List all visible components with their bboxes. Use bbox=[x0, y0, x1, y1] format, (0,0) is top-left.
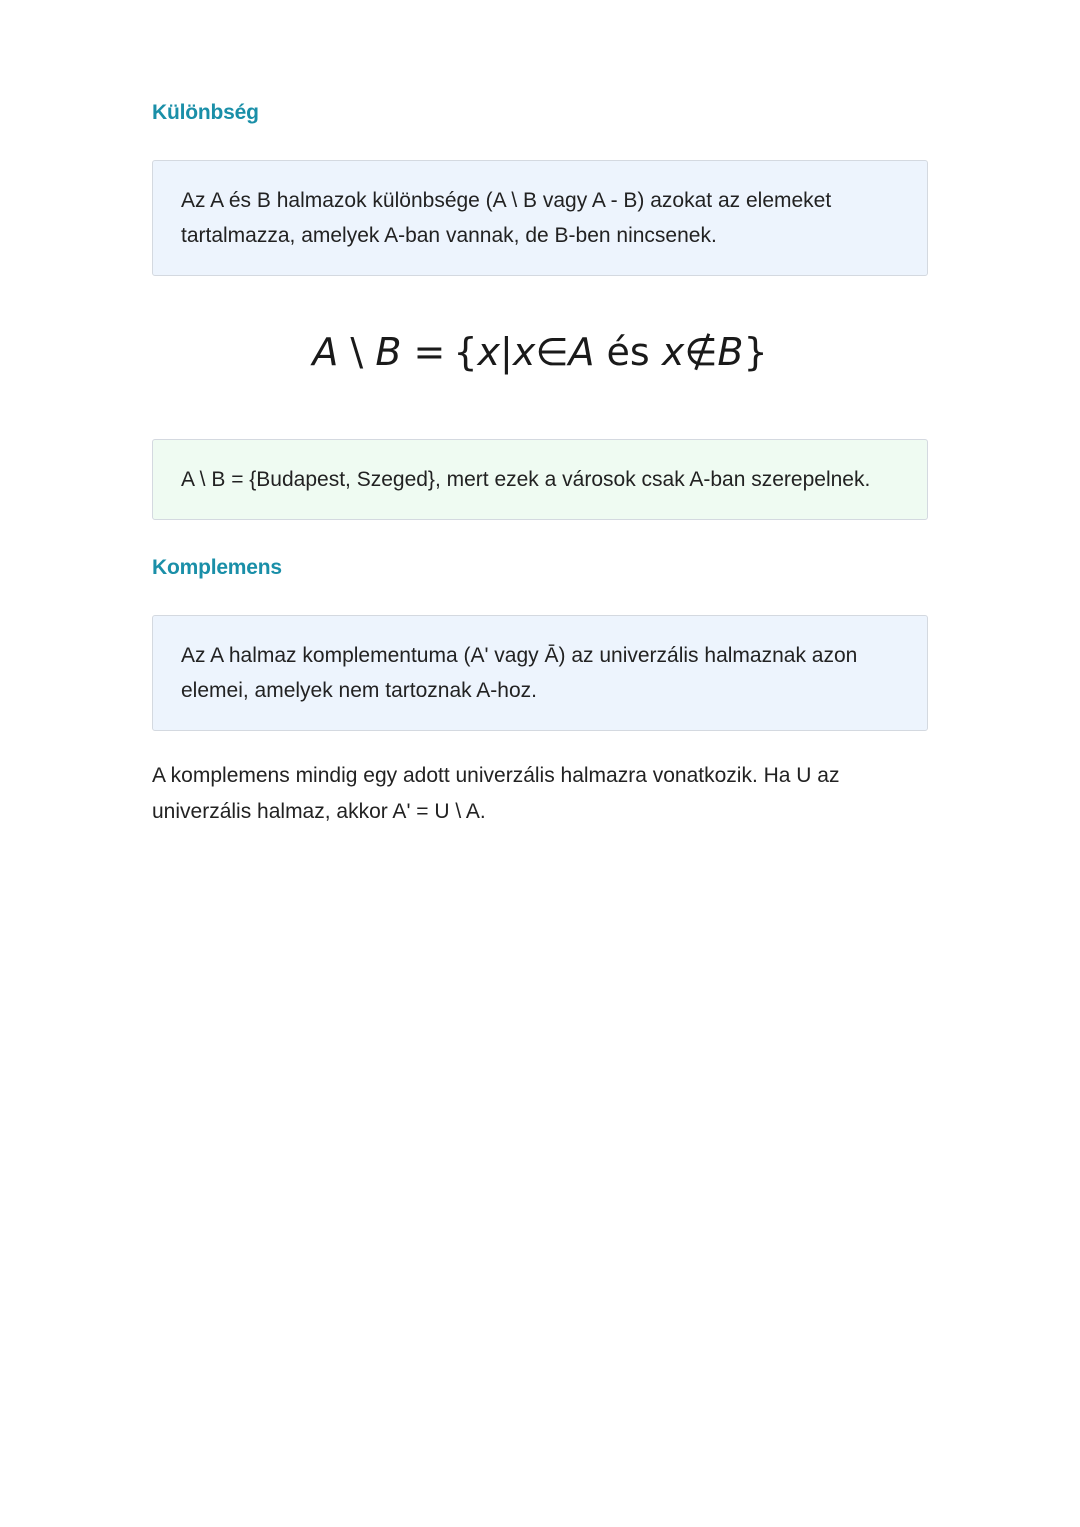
complement-note: A komplemens mindig egy adott univerzális halmazra vonatkozik. Ha U az univerzális halmaz, akkor A' = U \ A. bbox=[152, 764, 840, 823]
heading-complement: Komplemens bbox=[152, 556, 282, 579]
difference-definition-box bbox=[152, 160, 928, 276]
complement-definition-box bbox=[152, 615, 928, 731]
formula-a: A bbox=[312, 330, 339, 374]
formula-open-brace: { bbox=[453, 330, 478, 374]
difference-example-box bbox=[152, 439, 928, 520]
formula-element-of: ∈ bbox=[535, 330, 569, 374]
formula-not-element-of: ∉ bbox=[684, 330, 718, 374]
formula-set-a: A bbox=[568, 330, 595, 374]
formula-bar: | bbox=[500, 330, 513, 374]
formula-b: B bbox=[375, 330, 402, 374]
formula-close-brace: } bbox=[743, 330, 768, 374]
difference-formula bbox=[152, 330, 928, 374]
formula-x2: x bbox=[512, 330, 536, 374]
heading-difference: Különbség bbox=[152, 101, 259, 124]
difference-definition-text: Az A és B halmazok különbsége (A \ B vagy A - B) azokat az elemeket tartalmazza, amelyek A-ban vannak, de B-ben nincsenek. bbox=[181, 189, 832, 247]
formula-x3: x bbox=[661, 330, 685, 374]
formula-setminus: \ bbox=[350, 330, 364, 374]
complement-definition-text: Az A halmaz komplementuma (A' vagy Ā) az univerzális halmaznak azon elemei, amelyek nem tartoznak A-hoz. bbox=[181, 644, 858, 702]
difference-example-text: A \ B = {Budapest, Szeged}, mert ezek a városok csak A-ban szerepelnek. bbox=[181, 468, 871, 491]
formula-x1: x bbox=[477, 330, 501, 374]
formula-and: és bbox=[606, 330, 650, 374]
formula-equals: = bbox=[413, 330, 446, 374]
formula-set-b: B bbox=[717, 330, 744, 374]
